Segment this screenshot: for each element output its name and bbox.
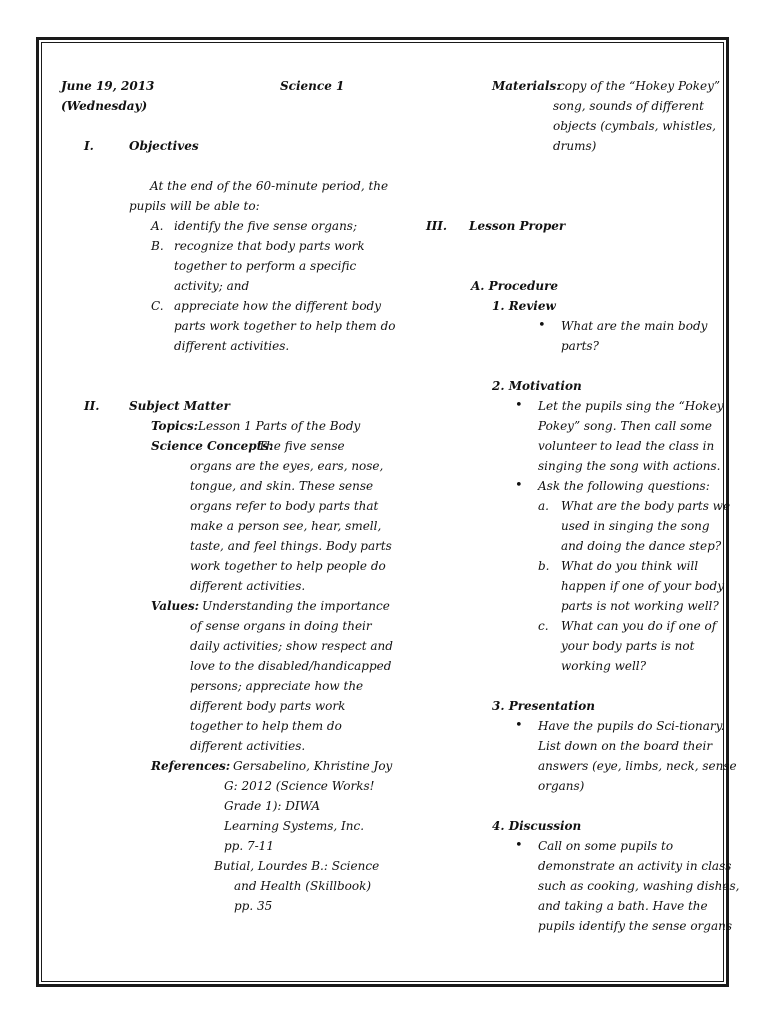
- question-text: happen if one of your body: [561, 579, 724, 593]
- references-text: Butial, Lourdes B.: Science: [214, 859, 380, 873]
- references-text: pp. 7-11: [224, 839, 274, 853]
- presentation-heading: 3. Presentation: [492, 699, 595, 713]
- motivation-bullet-text: Pokey” song. Then call some: [538, 419, 712, 433]
- objective-letter: C.: [151, 299, 164, 313]
- question-text: parts is not working well?: [561, 599, 719, 613]
- discussion-bullet-text: pupils identify the sense organs: [538, 919, 732, 933]
- references-text: G: 2012 (Science Works!: [224, 779, 375, 793]
- motivation-heading: 2. Motivation: [492, 379, 582, 393]
- concepts-text: The five sense: [258, 439, 345, 453]
- objective-text: parts work together to help them do: [174, 319, 396, 333]
- references-label: References:: [151, 759, 231, 773]
- review-heading: 1. Review: [492, 299, 556, 313]
- presentation-bullet: • Have the pupils do Sci-tionary.: [538, 716, 725, 736]
- presentation-bullet-text: List down on the board their: [538, 739, 713, 753]
- subject-matter-heading: Subject Matter: [129, 399, 230, 413]
- objectives-numeral: I.: [84, 139, 94, 153]
- question-text: What do you think will: [561, 559, 699, 573]
- concepts-text: organs refer to body parts that: [190, 499, 379, 513]
- objective-text: appreciate how the different body: [174, 299, 382, 313]
- discussion-heading: 4. Discussion: [492, 819, 582, 833]
- question-text: your body parts is not: [561, 639, 695, 653]
- subject-title: Science 1: [280, 79, 345, 93]
- concepts-text: organs are the eyes, ears, nose,: [190, 459, 384, 473]
- discussion-bullet-text: and taking a bath. Have the: [538, 899, 708, 913]
- values-text: of sense organs in doing their: [190, 619, 372, 633]
- question-text: What can you do if one of: [561, 619, 717, 633]
- concepts-label: Science Concepts:: [151, 439, 274, 453]
- concepts-text: different activities.: [190, 579, 306, 593]
- question-letter: b.: [538, 559, 550, 573]
- materials-text: objects (cymbals, whistles,: [553, 119, 716, 133]
- concepts-text: make a person see, hear, smell,: [190, 519, 382, 533]
- discussion-bullet: • Call on some pupils to: [538, 836, 673, 856]
- objective-text: identify the five sense organs;: [174, 219, 357, 233]
- references-text: Grade 1): DIWA: [224, 799, 321, 813]
- subject-matter-numeral: II.: [84, 399, 100, 413]
- values-text: together to help them do: [190, 719, 342, 733]
- objectives-intro: At the end of the 60-minute period, the: [150, 179, 389, 193]
- procedure-heading: A. Procedure: [471, 279, 559, 293]
- question-text: working well?: [561, 659, 647, 673]
- values-text: different activities.: [190, 739, 306, 753]
- review-bullet: • What are the main body: [561, 316, 707, 336]
- motivation-bullet-text: singing the song with actions.: [538, 459, 721, 473]
- values-label: Values:: [151, 599, 200, 613]
- materials-label: Materials:: [492, 79, 561, 93]
- references-text: and Health (Skillbook): [234, 879, 372, 893]
- objective-text: different activities.: [174, 339, 290, 353]
- topics-value: Lesson 1 Parts of the Body: [198, 419, 361, 433]
- objectives-heading: Objectives: [129, 139, 199, 153]
- motivation-bullet: • Let the pupils sing the “Hokey: [538, 396, 724, 416]
- references-text: pp. 35: [234, 899, 273, 913]
- lesson-day: (Wednesday): [61, 99, 148, 113]
- presentation-bullet-text: organs): [538, 779, 585, 793]
- question-text: used in singing the song: [561, 519, 710, 533]
- values-text: Understanding the importance: [202, 599, 390, 613]
- references-text: Learning Systems, Inc.: [224, 819, 365, 833]
- values-text: daily activities; show respect and: [190, 639, 393, 653]
- objective-letter: A.: [151, 219, 164, 233]
- references-text: Gersabelino, Khristine Joy: [233, 759, 393, 773]
- materials-text: song, sounds of different: [553, 99, 704, 113]
- topics-label: Topics:: [151, 419, 198, 433]
- concepts-text: taste, and feel things. Body parts: [190, 539, 392, 553]
- materials-text: copy of the “Hokey Pokey”: [558, 79, 721, 93]
- objective-letter: B.: [151, 239, 164, 253]
- motivation-bullet: • Ask the following questions:: [538, 476, 710, 496]
- question-text: and doing the dance step?: [561, 539, 722, 553]
- question-text: What are the body parts we: [561, 499, 731, 513]
- lesson-proper-heading: Lesson Proper: [469, 219, 566, 233]
- objective-text: together to perform a specific: [174, 259, 357, 273]
- concepts-text: tongue, and skin. These sense: [190, 479, 374, 493]
- values-text: love to the disabled/handicapped: [190, 659, 392, 673]
- lesson-proper-numeral: III.: [426, 219, 448, 233]
- objective-text: activity; and: [174, 279, 250, 293]
- review-bullet-text: parts?: [561, 339, 599, 353]
- question-letter: a.: [538, 499, 549, 513]
- presentation-bullet-text: answers (eye, limbs, neck, sense: [538, 759, 737, 773]
- lesson-date: June 19, 2013: [61, 79, 155, 93]
- objectives-intro: pupils will be able to:: [129, 199, 260, 213]
- objective-text: recognize that body parts work: [174, 239, 365, 253]
- materials-text: drums): [553, 139, 597, 153]
- discussion-bullet-text: such as cooking, washing dishes,: [538, 879, 740, 893]
- values-text: persons; appreciate how the: [190, 679, 364, 693]
- discussion-bullet-text: demonstrate an activity in class: [538, 859, 732, 873]
- values-text: different body parts work: [190, 699, 346, 713]
- motivation-bullet-text: volunteer to lead the class in: [538, 439, 715, 453]
- question-letter: c.: [538, 619, 549, 633]
- concepts-text: work together to help people do: [190, 559, 386, 573]
